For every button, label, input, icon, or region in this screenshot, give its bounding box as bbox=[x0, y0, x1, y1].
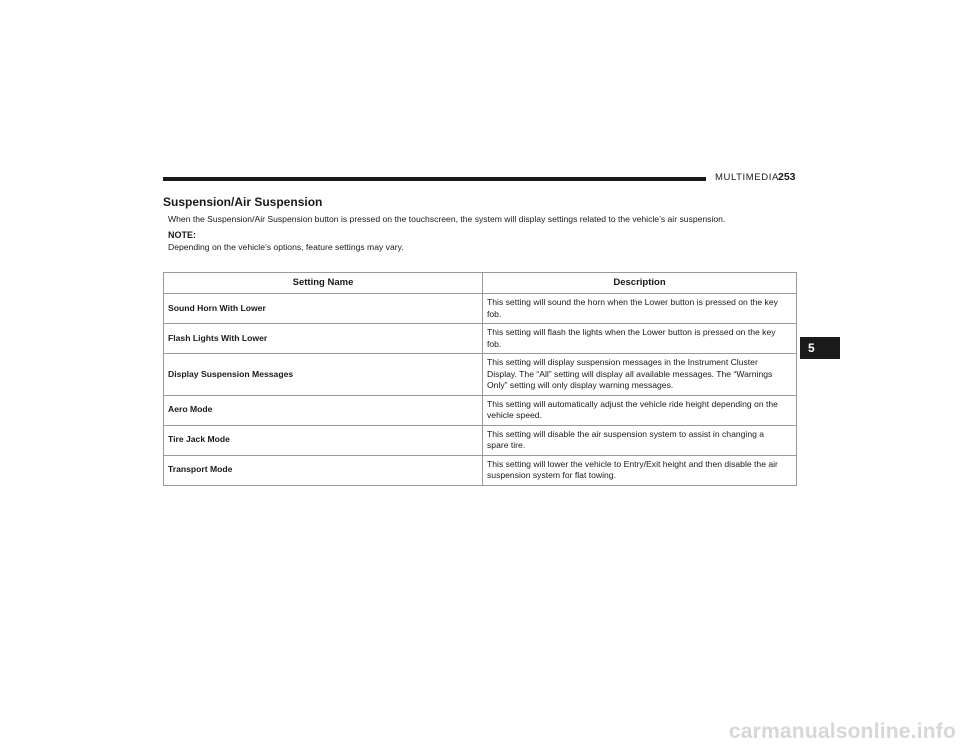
setting-description-cell bbox=[483, 324, 797, 354]
description-line: Only” setting will only display warning messages. bbox=[487, 380, 674, 390]
setting-name-cell: Display Suspension Messages bbox=[164, 354, 483, 396]
setting-description-cell bbox=[483, 294, 797, 324]
setting-description-cell bbox=[483, 455, 797, 485]
description-line: This setting will lower the vehicle to Entry/Exit height and then disable the air bbox=[487, 458, 778, 469]
table-row bbox=[164, 294, 797, 324]
table-row bbox=[164, 455, 797, 485]
header-rule bbox=[163, 177, 706, 181]
description-line: This setting will flash the lights when the Lower button is pressed on the key bbox=[487, 327, 776, 337]
description-line: vehicle speed. bbox=[487, 410, 542, 420]
setting-description-cell bbox=[483, 425, 797, 455]
note-label: NOTE: bbox=[168, 230, 196, 240]
running-head: MULTIMEDIA bbox=[715, 172, 779, 183]
description-line: This setting will disable the air suspension system to assist in changing a bbox=[487, 428, 765, 439]
chapter-tab-number: 5 bbox=[808, 341, 815, 355]
setting-description-cell bbox=[483, 354, 797, 396]
settings-table-body bbox=[164, 294, 797, 486]
setting-name-cell: Transport Mode bbox=[164, 455, 483, 485]
table-row bbox=[164, 324, 797, 354]
table-header-row bbox=[164, 273, 797, 294]
section-title: Suspension/Air Suspension bbox=[163, 195, 323, 209]
watermark-bar bbox=[0, 720, 960, 742]
description-line: spare tire. bbox=[487, 440, 526, 450]
description-line: Display. The “All” setting will display all available messages. The “Warnings bbox=[487, 368, 773, 379]
description-line: suspension system for flat towing. bbox=[487, 470, 616, 480]
description-line: fob. bbox=[487, 308, 502, 319]
setting-name-cell: Tire Jack Mode bbox=[164, 425, 483, 455]
setting-name-cell: Sound Horn With Lower bbox=[164, 294, 483, 324]
watermark-text: carmanualsonline.info bbox=[728, 720, 956, 743]
note-text: Depending on the vehicle’s options, feature settings may vary. bbox=[168, 242, 404, 252]
setting-name-cell: Flash Lights With Lower bbox=[164, 324, 483, 354]
description-line: This setting will automatically adjust the vehicle ride height depending on the bbox=[487, 398, 778, 409]
setting-description-cell bbox=[483, 395, 797, 425]
table-row bbox=[164, 395, 797, 425]
column-header-description: Description bbox=[483, 273, 797, 294]
column-header-setting-name: Setting Name bbox=[164, 273, 483, 294]
setting-name-cell: Aero Mode bbox=[164, 395, 483, 425]
settings-table bbox=[163, 272, 797, 486]
page-number: 253 bbox=[778, 171, 796, 183]
table-row bbox=[164, 354, 797, 396]
intro-paragraph: When the Suspension/Air Suspension button is pressed on the touchscreen, the system will display settings related to the vehicle’s air suspension. bbox=[168, 214, 726, 224]
description-line: This setting will display suspension messages in the Instrument Cluster bbox=[487, 357, 758, 367]
chapter-tab bbox=[800, 337, 840, 359]
description-line: fob. bbox=[487, 338, 502, 349]
description-line: This setting will sound the horn when the Lower button is pressed on the key bbox=[487, 297, 778, 307]
table-row bbox=[164, 425, 797, 455]
